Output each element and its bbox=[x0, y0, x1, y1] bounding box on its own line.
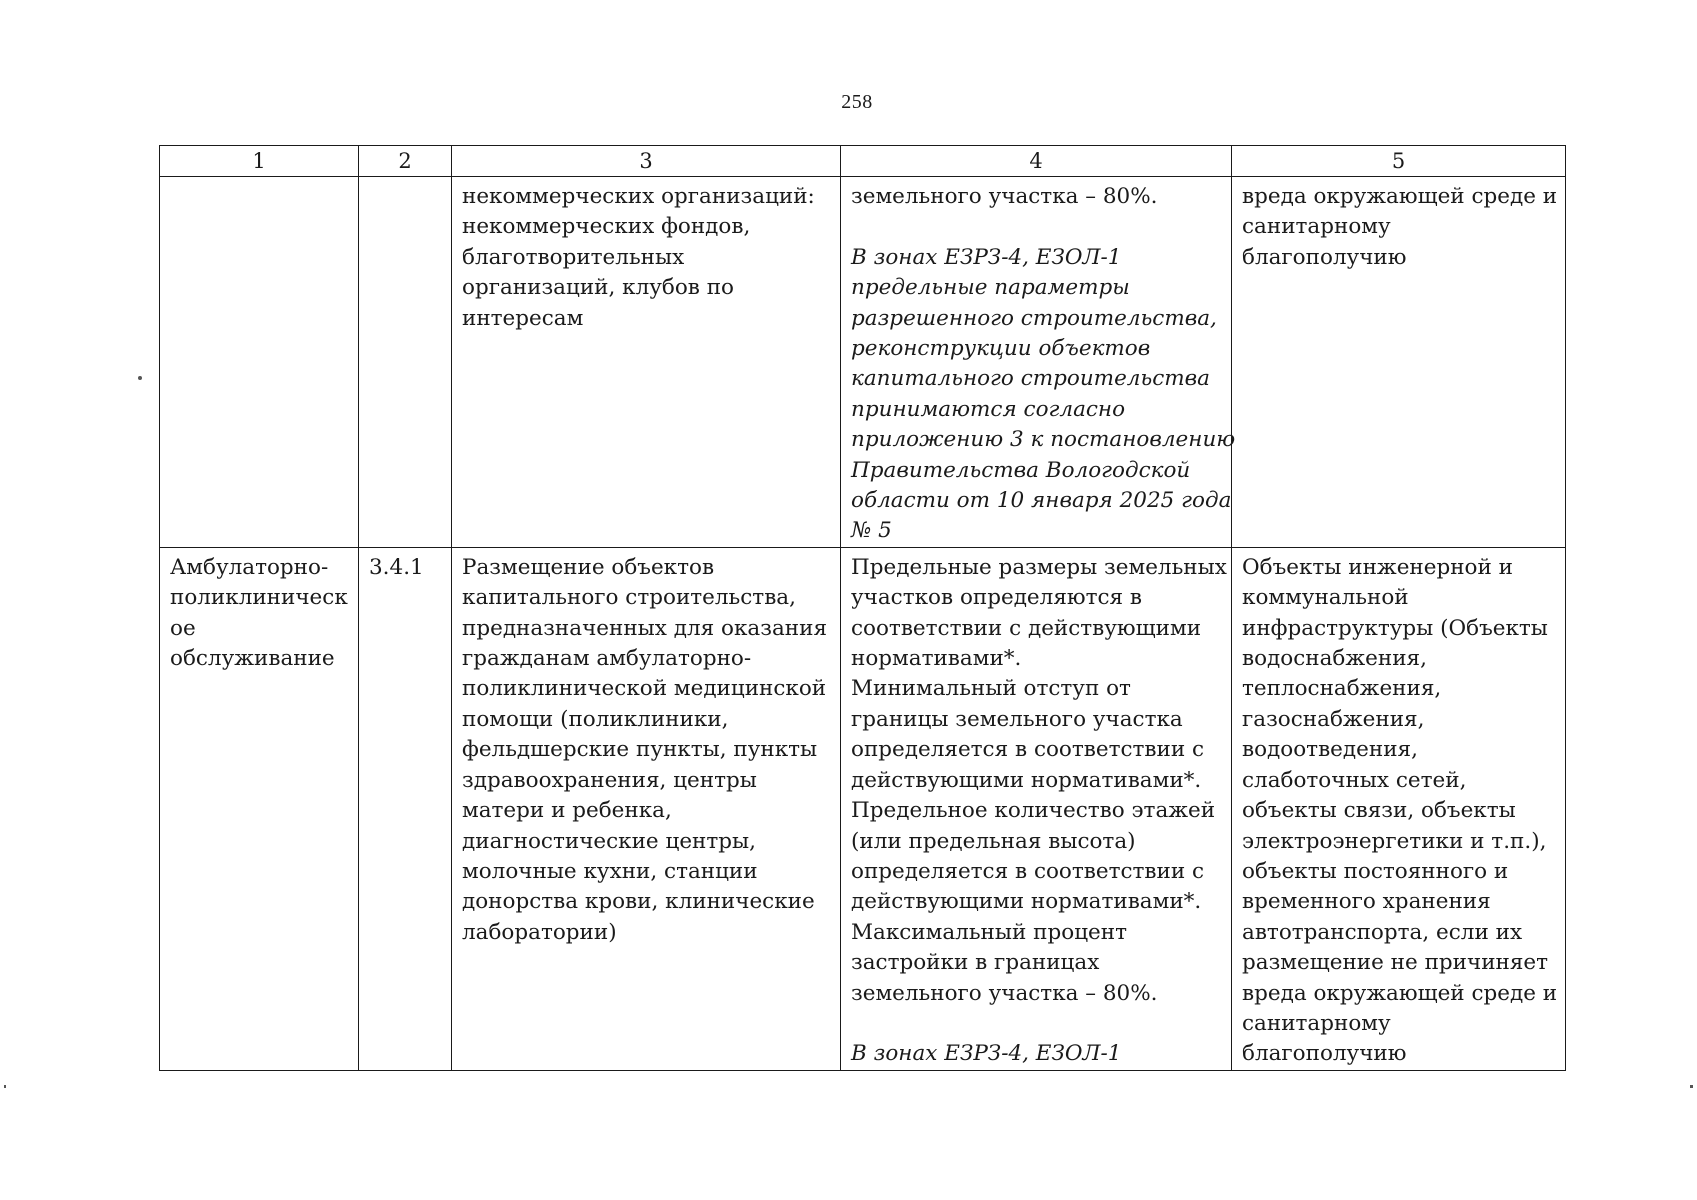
table-header-row bbox=[160, 146, 1566, 177]
text-line: газоснабжения, bbox=[1242, 706, 1425, 732]
text-line: диагностические центры, bbox=[462, 828, 756, 854]
text-line: действующими нормативами*. bbox=[851, 889, 1202, 915]
text-line: некоммерческих организаций: bbox=[462, 184, 815, 209]
text-line: разрешенного строительства, bbox=[851, 305, 1217, 331]
text-line: лаборатории) bbox=[462, 919, 617, 945]
text-line: Минимальный отступ от bbox=[851, 676, 1131, 702]
text-line: фельдшерские пункты, пункты bbox=[462, 737, 818, 763]
text-line: определяется в соответствии с bbox=[851, 858, 1205, 884]
text-line: объекты связи, объекты bbox=[1242, 798, 1516, 824]
text-line: В зонах ЕЗРЗ-4, ЕЗОЛ-1 bbox=[851, 244, 1122, 270]
text-line: области от 10 января 2025 года bbox=[851, 488, 1232, 514]
header-cell-4: 4 bbox=[841, 146, 1232, 177]
text-line: гражданам амбулаторно- bbox=[462, 646, 752, 672]
row1-col4-italic bbox=[851, 243, 1236, 547]
row2-col5 bbox=[1232, 547, 1566, 1070]
text-line: границы земельного участка bbox=[851, 706, 1183, 732]
scan-mark bbox=[1690, 1085, 1693, 1088]
row2-col2 bbox=[359, 547, 452, 1070]
text-line: Размещение объектов bbox=[462, 554, 715, 580]
text-line: инфраструктуры (Объекты bbox=[1242, 615, 1548, 641]
header-cell-3: 3 bbox=[452, 146, 841, 177]
text-line: капитального строительства bbox=[851, 366, 1210, 392]
text-line: принимаются согласно bbox=[851, 396, 1126, 422]
row1-col2 bbox=[359, 177, 452, 548]
text-line: Максимальный процент bbox=[851, 919, 1127, 945]
text-line: приложению 3 к постановлению bbox=[851, 427, 1236, 453]
row2-col3 bbox=[452, 547, 841, 1070]
table-row bbox=[160, 177, 1566, 548]
text-line: определяется в соответствии с bbox=[851, 737, 1205, 763]
text-line: санитарному bbox=[1242, 214, 1391, 240]
text-line: донорства крови, клинические bbox=[462, 889, 815, 915]
text-line: № 5 bbox=[851, 518, 892, 544]
text-line: временного хранения bbox=[1242, 889, 1491, 915]
row2-col4 bbox=[841, 547, 1232, 1070]
text-line: поликлинической медицинской bbox=[462, 676, 827, 702]
row2-col1 bbox=[160, 547, 359, 1070]
row1-col4-normal bbox=[851, 182, 1222, 212]
text-line: водоотведения, bbox=[1242, 737, 1418, 763]
text-line: обслуживание bbox=[170, 646, 335, 672]
header-cell-5: 5 bbox=[1232, 146, 1566, 177]
page-number: 258 bbox=[841, 91, 873, 113]
text-line: Предельные размеры земельных bbox=[851, 554, 1227, 580]
text-line: земельного участка – 80%. bbox=[851, 184, 1158, 209]
header-cell-2: 2 bbox=[359, 146, 452, 177]
text-line: действующими нормативами*. bbox=[851, 767, 1202, 793]
text-line: реконструкции объектов bbox=[851, 336, 1151, 362]
text-line: объекты постоянного и bbox=[1242, 858, 1509, 884]
text-line: предназначенных для оказания bbox=[462, 615, 828, 641]
text-line: вреда окружающей среде и bbox=[1242, 184, 1558, 209]
text-line: некоммерческих фондов, bbox=[462, 214, 751, 240]
text-line: земельного участка – 80%. bbox=[851, 980, 1158, 1006]
text-line: благополучию bbox=[1242, 244, 1407, 270]
text-line: молочные кухни, станции bbox=[462, 858, 758, 884]
text-line: помощи (поликлиники, bbox=[462, 706, 729, 732]
text-line: электроэнергетики и т.п.), bbox=[1242, 828, 1547, 854]
row1-col1 bbox=[160, 177, 359, 548]
text-line: Правительства Вологодской bbox=[851, 457, 1191, 483]
text-line: нормативами*. bbox=[851, 646, 1022, 672]
text-line: соответствии с действующими bbox=[851, 615, 1202, 641]
text-line: санитарному bbox=[1242, 1010, 1391, 1036]
header-cell-1: 1 bbox=[160, 146, 359, 177]
row2-col4-normal bbox=[851, 553, 1227, 1009]
text-line: поликлиническ bbox=[170, 585, 348, 611]
text-line: автотранспорта, если их bbox=[1242, 919, 1523, 945]
text-line: Предельное количество этажей bbox=[851, 798, 1216, 824]
row1-col3 bbox=[452, 177, 841, 548]
text-line: благополучию bbox=[1242, 1041, 1407, 1067]
scan-mark bbox=[4, 1085, 6, 1088]
text-line: водоснабжения, bbox=[1242, 646, 1427, 672]
text-line: размещение не причиняет bbox=[1242, 950, 1549, 976]
text-line: матери и ребенка, bbox=[462, 798, 672, 824]
text-line: 3.4.1 bbox=[369, 554, 424, 580]
regulations-table bbox=[159, 145, 1566, 1071]
text-line: (или предельная высота) bbox=[851, 828, 1136, 854]
text-line: В зонах ЕЗРЗ-4, ЕЗОЛ-1 bbox=[851, 1041, 1122, 1067]
text-line: здравоохранения, центры bbox=[462, 767, 757, 793]
text-line: организаций, клубов по bbox=[462, 275, 734, 301]
row1-col5 bbox=[1232, 177, 1566, 548]
text-line: интересам bbox=[462, 305, 584, 331]
table-row bbox=[160, 547, 1566, 1070]
text-line: Объекты инженерной и bbox=[1242, 554, 1513, 580]
text-line: предельные параметры bbox=[851, 275, 1130, 301]
row2-col4-italic bbox=[851, 1039, 1222, 1069]
row1-col4 bbox=[841, 177, 1236, 548]
text-line: вреда окружающей среде и bbox=[1242, 980, 1558, 1006]
text-line: ое bbox=[170, 615, 196, 641]
text-line: участков определяются в bbox=[851, 585, 1143, 611]
text-line: капитального строительства, bbox=[462, 585, 796, 611]
text-line: Амбулаторно- bbox=[170, 554, 329, 580]
text-line: застройки в границах bbox=[851, 950, 1100, 976]
text-line: слаботочных сетей, bbox=[1242, 767, 1467, 793]
text-line: теплоснабжения, bbox=[1242, 676, 1442, 702]
text-line: благотворительных bbox=[462, 244, 685, 270]
scan-mark bbox=[138, 376, 142, 380]
text-line: коммунальной bbox=[1242, 585, 1409, 611]
